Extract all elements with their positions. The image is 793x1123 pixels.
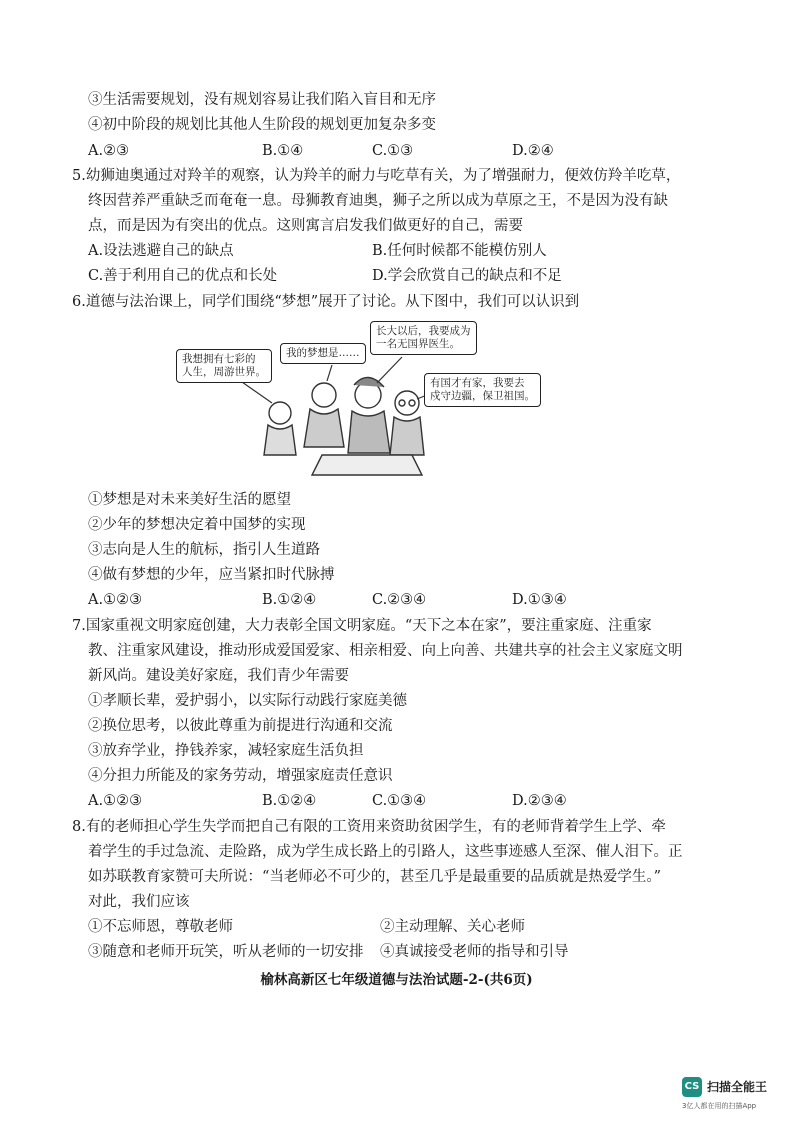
q8-statement-2: ②主动理解、关心老师 xyxy=(380,919,525,935)
bubble-text-line: 一名无国界医生。 xyxy=(376,338,460,350)
bubble-text-line: 人生，周游世界。 xyxy=(182,366,266,378)
speech-bubble-guard xyxy=(424,373,541,407)
bubble-text-line: 我想拥有七彩的 xyxy=(182,353,256,365)
q5-option-a: A.设法逃避自己的缺点 xyxy=(88,243,234,259)
q6-statement-2: ②少年的梦想决定着中国梦的实现 xyxy=(88,517,306,533)
q8-stem-4: 对此，我们应该 xyxy=(88,894,190,910)
q5-stem-3: 点，而是因为有突出的优点。这则寓言启发我们做更好的自己，需要 xyxy=(88,218,523,234)
q6-option-c: C.②③④ xyxy=(372,592,427,608)
q4-statement-4: ④初中阶段的规划比其他人生阶段的规划更加复杂多变 xyxy=(88,117,436,133)
q6-option-d: D.①③④ xyxy=(512,592,567,608)
cs-logo-icon: CS xyxy=(682,1077,702,1097)
bubble-text-line: 长大以后，我要成为 xyxy=(376,325,471,337)
speech-bubble-dream xyxy=(280,343,366,364)
q8-stem-3: 如苏联教育家赞可夫所说：“当老师必不可少的，甚至几乎是最重要的品质就是热爱学生。” xyxy=(88,869,662,885)
dream-discussion-figure xyxy=(172,315,557,485)
q5-stem-2: 终因营养严重缺乏而奄奄一息。母狮教育迪奥，狮子之所以成为草原之王，不是因为没有缺 xyxy=(88,193,668,209)
q5-option-b: B.任何时候都不能模仿别人 xyxy=(372,243,547,259)
q4-option-b: B.①④ xyxy=(262,143,304,159)
q7-statement-3: ③放弃学业，挣钱养家，减轻家庭生活负担 xyxy=(88,743,364,759)
q5-option-c: C.善于利用自己的优点和长处 xyxy=(88,268,278,284)
bubble-text-line: 有国才有家，我要去 xyxy=(430,377,525,389)
bubble-text-line: 我的梦想是…… xyxy=(286,347,360,359)
page-footer: 榆林高新区七年级道德与法治试题-2-(共6页) xyxy=(260,972,533,988)
q8-statement-3: ③随意和老师开玩笑，听从老师的一切安排 xyxy=(88,944,364,960)
q7-option-c: C.①③④ xyxy=(372,793,427,809)
bubble-text-line: 戍守边疆，保卫祖国。 xyxy=(430,390,535,402)
q7-stem-3: 新风尚。建设美好家庭，我们青少年需要 xyxy=(88,668,349,684)
q7-statement-4: ④分担力所能及的家务劳动，增强家庭责任意识 xyxy=(88,768,393,784)
q5-stem-1: 5.幼狮迪奥通过对羚羊的观察，认为羚羊的耐力与吃草有关，为了增强耐力，便效仿羚羊吃草， xyxy=(72,168,681,184)
q4-statement-3: ③生活需要规划，没有规划容易让我们陷入盲目和无序 xyxy=(88,92,436,108)
speech-bubble-doctor xyxy=(370,321,477,355)
q6-statement-1: ①梦想是对未来美好生活的愿望 xyxy=(88,492,291,508)
q6-option-a: A.①②③ xyxy=(88,592,143,608)
scanner-tagline: 3亿人都在用的扫描App xyxy=(682,1102,757,1110)
q6-statement-3: ③志向是人生的航标，指引人生道路 xyxy=(88,542,320,558)
q6-option-b: B.①②④ xyxy=(262,592,317,608)
q7-stem-1: 7.国家重视文明家庭创建，大力表彰全国文明家庭。“天下之本在家”，要注重家庭、注重家 xyxy=(72,618,652,634)
q8-statement-4: ④真诚接受老师的指导和引导 xyxy=(380,944,569,960)
scanner-name: 扫描全能王 xyxy=(707,1080,768,1094)
q6-stem: 6.道德与法治课上，同学们围绕“梦想”展开了讨论。从下图中，我们可以认识到 xyxy=(72,294,580,310)
q7-option-d: D.②③④ xyxy=(512,793,567,809)
q4-option-a: A.②③ xyxy=(88,143,130,159)
q8-statement-1: ①不忘师恩，尊敬老师 xyxy=(88,919,233,935)
scanner-watermark xyxy=(682,1075,792,1115)
q7-stem-2: 教、注重家风建设，推动形成爱国爱家、相亲相爱、向上向善、共建共享的社会主义家庭文明 xyxy=(88,643,683,659)
q4-option-d: D.②④ xyxy=(512,143,554,159)
q6-statement-4: ④做有梦想的少年，应当紧扣时代脉搏 xyxy=(88,567,335,583)
q7-statement-1: ①孝顺长辈，爱护弱小，以实际行动践行家庭美德 xyxy=(88,693,407,709)
q5-option-d: D.学会欣赏自己的缺点和不足 xyxy=(372,268,562,284)
q8-stem-1: 8.有的老师担心学生失学而把自己有限的工资用来资助贫困学生，有的老师背着学生上学、牵 xyxy=(72,819,666,835)
q7-statement-2: ②换位思考，以彼此尊重为前提进行沟通和交流 xyxy=(88,718,393,734)
q4-option-c: C.①③ xyxy=(372,143,414,159)
q8-stem-2: 着学生的手过急流、走险路，成为学生成长路上的引路人，这些事迹感人至深、催人泪下。正 xyxy=(88,844,683,860)
q7-option-a: A.①②③ xyxy=(88,793,143,809)
speech-bubble-travel xyxy=(176,349,272,383)
q7-option-b: B.①②④ xyxy=(262,793,317,809)
